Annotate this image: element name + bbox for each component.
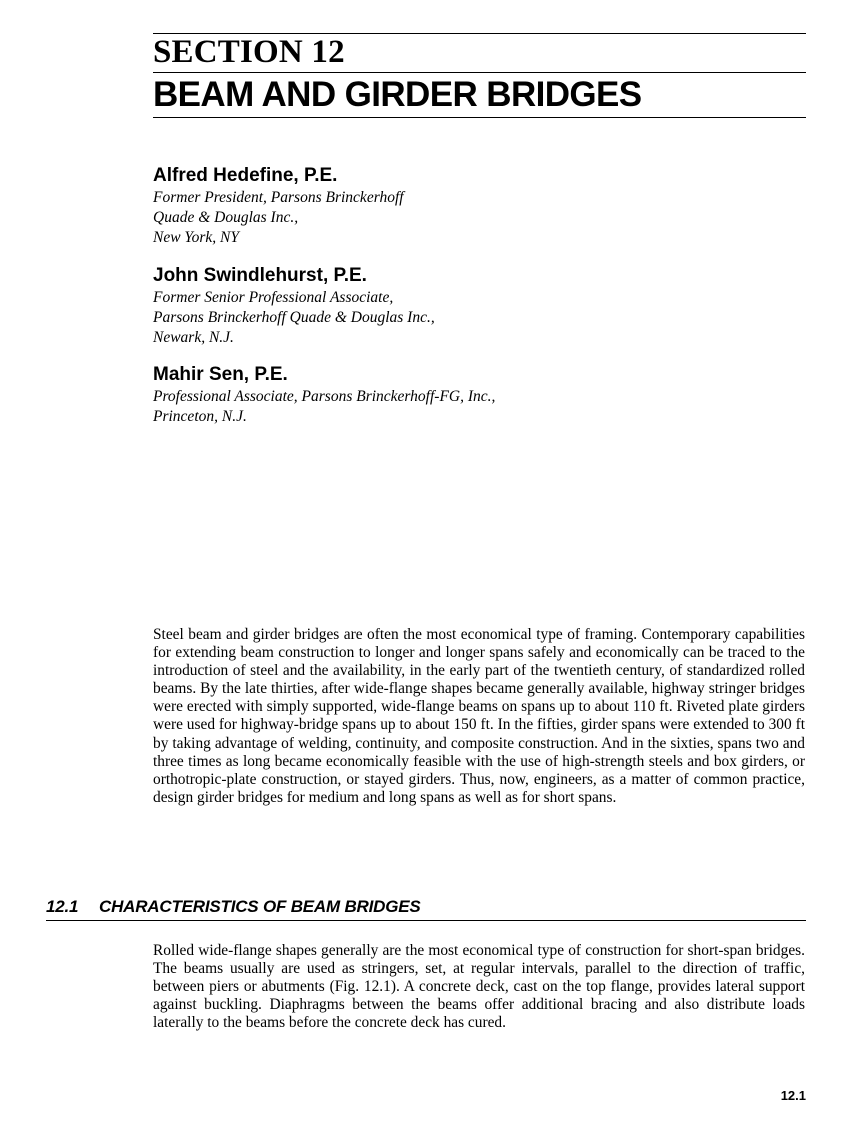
section-title: BEAM AND GIRDER BRIDGES [153,75,642,114]
author-affiliation-line: Princeton, N.J. [153,408,247,425]
section-heading-number: 12.1 [46,897,79,916]
header-rule-bottom [153,117,806,118]
author-block [153,263,753,348]
author-affiliation-line: Newark, N.J. [153,329,234,346]
page-number: 12.1 [780,1088,806,1103]
author-block [153,362,753,427]
author-name: Alfred Hedefine, P.E. [153,165,338,186]
section-number: SECTION 12 [153,34,345,70]
author-affiliation-line: Parsons Brinckerhoff Quade & Douglas Inc., [153,309,435,326]
author-affiliation-line: Quade & Douglas Inc., [153,209,299,226]
intro-paragraph: Steel beam and girder bridges are often the most economical type of framing. Contemporary capabilities for extending beam construction to longer and longer spans safely and economically can be traced to the introduction of steel and the availability, in the early part of the twentieth century, of standardized rolled beams. By the late thirties, after wide-flange shapes became generally available, highway stringer bridges were erected with simply supported, wide-flange beams on spans up to about 110 ft. Riveted plate girders were used for highway-bridge spans up to about 150 ft. In the fifties, girder spans were extended to 300 ft by taking advantage of welding, continuity, and composite construction. And in the sixties, spans two and three times as long became economically feasible with the use of high-strength steels and box girders, or orthotropic-plate construction, or stayed girders. Thus, now, engineers, as a matter of common practice, design girder bridges for medium and long spans as well as for short spans. [153,626,805,806]
author-name: Mahir Sen, P.E. [153,364,288,385]
section-paragraph: Rolled wide-flange shapes generally are the most economical type of construction for short-span bridges. The beams usually are used as stringers, set, at regular intervals, parallel to the direction of traffic, between piers or abutments (Fig. 12.1). A concrete deck, cast on the top flange, provides lateral support against buckling. Diaphragms between the beams offer additional bracing and also distribute loads laterally to the beams before the concrete deck has cured. [153,942,805,1032]
author-block [153,163,753,248]
author-affiliation-line: Former President, Parsons Brinckerhoff [153,189,404,206]
header-rule-middle [153,72,806,73]
author-affiliation-line: New York, NY [153,229,239,246]
author-name: John Swindlehurst, P.E. [153,265,367,286]
author-affiliation-line: Professional Associate, Parsons Brinckerhoff-FG, Inc., [153,388,496,405]
section-heading-title: CHARACTERISTICS OF BEAM BRIDGES [99,897,421,916]
author-affiliation-line: Former Senior Professional Associate, [153,289,394,306]
section-heading [46,895,806,921]
